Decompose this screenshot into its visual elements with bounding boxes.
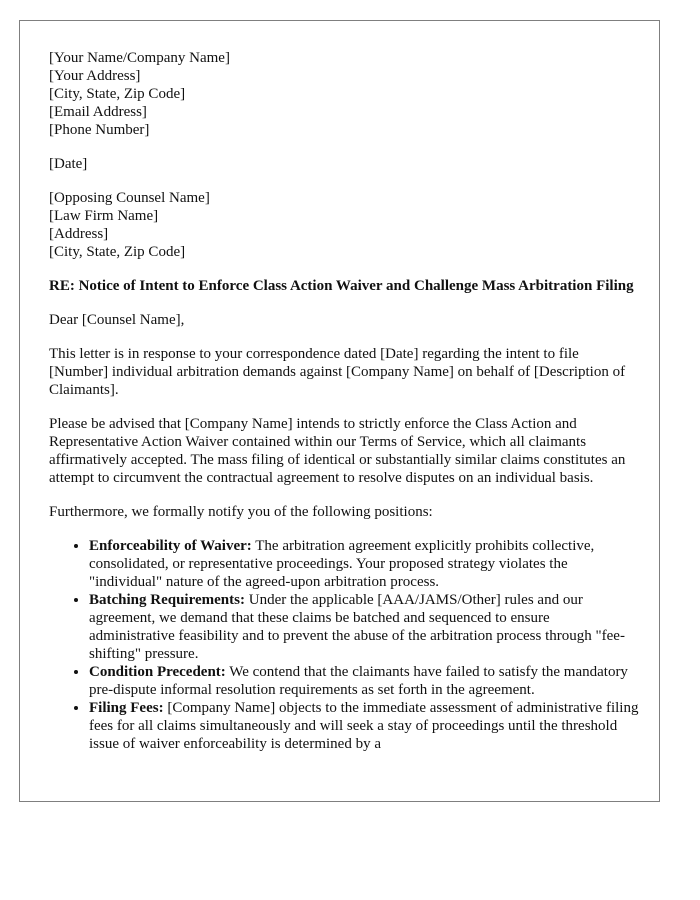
sender-name: [Your Name/Company Name] — [49, 50, 230, 66]
position-text: We contend that the claimants have failed to satisfy the mandatory pre-dispute informal resolution requirements as set forth in the agreement. — [89, 664, 628, 698]
paragraph-waiver-notice: Please be advised that [Company Name] intends to strictly enforce the Class Action and Representative Action Waiver contained within our Terms of Service, which all claimants affirmatively accepted. The mass filing of identical or substantially similar claims constitutes an attempt to circumvent the contractual agreement to resolve disputes on an individual basis. — [49, 416, 626, 486]
subject-line: RE: Notice of Intent to Enforce Class Action Waiver and Challenge Mass Arbitration Filing — [49, 278, 634, 294]
sender-block — [49, 49, 639, 139]
sender-city-state-zip: [City, State, Zip Code] — [49, 86, 186, 102]
date-block — [49, 155, 639, 173]
recipient-name: [Opposing Counsel Name] — [49, 190, 210, 206]
paragraph-positions-intro: Furthermore, we formally notify you of the following positions: — [49, 504, 433, 520]
letter-page — [19, 20, 660, 802]
recipient-block — [49, 189, 639, 261]
sender-email: [Email Address] — [49, 104, 147, 120]
position-term: Enforceability of Waiver: — [89, 538, 252, 554]
position-text: Under the applicable [AAA/JAMS/Other] rules and our agreement, we demand that these claims be batched and sequenced to ensure administrative feasibility and to prevent the abuse of the arbitration process through "fee-shifting" pressure. — [89, 592, 625, 662]
sender-address: [Your Address] — [49, 68, 141, 84]
letter-date: [Date] — [49, 156, 88, 172]
position-text: The arbitration agreement explicitly prohibits collective, consolidated, or representative proceedings. Your proposed strategy violates the "individual" nature of the agreed-upon arbitration process. — [89, 538, 595, 590]
list-item — [89, 663, 639, 699]
list-item — [89, 699, 639, 753]
list-item — [89, 591, 639, 663]
salutation: Dear [Counsel Name], — [49, 312, 185, 328]
positions-list — [49, 537, 639, 753]
position-term: Filing Fees: — [89, 700, 164, 716]
position-term: Batching Requirements: — [89, 592, 245, 608]
letter-body — [49, 49, 639, 753]
recipient-firm: [Law Firm Name] — [49, 208, 159, 224]
position-text: [Company Name] objects to the immediate assessment of administrative filing fees for all claims simultaneously and will seek a stay of proceedings until the threshold issue of waiver enforceability is determined by a — [89, 700, 639, 752]
sender-phone: [Phone Number] — [49, 122, 150, 138]
list-item — [89, 537, 639, 591]
position-term: Condition Precedent: — [89, 664, 226, 680]
recipient-address: [Address] — [49, 226, 109, 242]
paragraph-response: This letter is in response to your correspondence dated [Date] regarding the intent to file [Number] individual arbitration demands against [Company Name] on behalf of [Description of Claimants]. — [49, 346, 626, 398]
recipient-city-state-zip: [City, State, Zip Code] — [49, 244, 186, 260]
